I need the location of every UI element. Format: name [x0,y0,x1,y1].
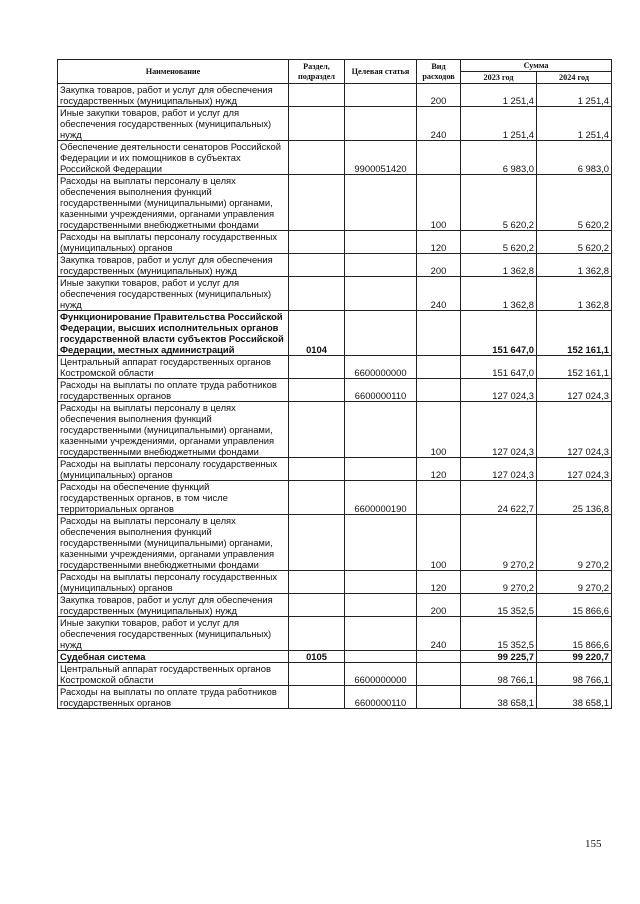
row-target [345,84,417,107]
header-name: Наименование [58,60,289,84]
row-section [289,594,345,617]
table-header [58,60,612,84]
row-target [345,594,417,617]
row-name: Закупка товаров, работ и услуг для обеспечения государственных (муниципальных) нужд [58,254,289,277]
row-section [289,356,345,379]
row-target [345,311,417,356]
row-sum-2024: 15 866,6 [537,594,612,617]
row-expense-type: 200 [417,594,461,617]
row-target: 6600000190 [345,481,417,515]
row-section [289,141,345,175]
row-expense-type [417,663,461,686]
row-sum-2024: 127 024,3 [537,402,612,458]
table-row [58,379,612,402]
row-expense-type: 100 [417,515,461,571]
table-row [58,594,612,617]
row-sum-2023: 1 251,4 [461,84,537,107]
row-sum-2024: 152 161,1 [537,311,612,356]
row-expense-type [417,379,461,402]
row-sum-2023: 127 024,3 [461,402,537,458]
row-section [289,277,345,311]
row-expense-type: 100 [417,175,461,231]
row-sum-2024: 1 362,8 [537,277,612,311]
row-sum-2023: 127 024,3 [461,379,537,402]
table-row [58,651,612,663]
row-target [345,571,417,594]
row-target [345,277,417,311]
row-target [345,617,417,651]
row-sum-2024: 98 766,1 [537,663,612,686]
table-row [58,571,612,594]
row-name: Обеспечение деятельности сенаторов Российской Федерации и их помощников в субъектах Российской Федерации [58,141,289,175]
row-sum-2023: 38 658,1 [461,686,537,709]
row-sum-2024: 1 251,4 [537,107,612,141]
row-sum-2024: 9 270,2 [537,571,612,594]
table-row [58,141,612,175]
row-target [345,515,417,571]
row-name: Иные закупки товаров, работ и услуг для обеспечения государственных (муниципальных) нужд [58,617,289,651]
row-name: Расходы на обеспечение функций государственных органов, в том числе территориальных органов [58,481,289,515]
row-sum-2023: 127 024,3 [461,458,537,481]
row-sum-2023: 151 647,0 [461,356,537,379]
row-sum-2024: 99 220,7 [537,651,612,663]
row-expense-type: 200 [417,254,461,277]
table-row [58,277,612,311]
row-name: Расходы на выплаты персоналу государственных (муниципальных) органов [58,458,289,481]
row-sum-2024: 15 866,6 [537,617,612,651]
row-name: Расходы на выплаты персоналу в целях обеспечения выполнения функций государственными (муниципальными) органами, казенными учреждениями, органами управления государственными внебюджетными фондами [58,402,289,458]
table-row [58,254,612,277]
row-section [289,175,345,231]
row-sum-2023: 9 270,2 [461,515,537,571]
row-sum-2024: 5 620,2 [537,175,612,231]
row-section [289,107,345,141]
row-sum-2024: 9 270,2 [537,515,612,571]
row-name: Центральный аппарат государственных органов Костромской области [58,356,289,379]
row-name: Расходы на выплаты персоналу государственных (муниципальных) органов [58,571,289,594]
row-sum-2024: 127 024,3 [537,379,612,402]
row-sum-2023: 98 766,1 [461,663,537,686]
row-name: Иные закупки товаров, работ и услуг для обеспечения государственных (муниципальных) нужд [58,277,289,311]
row-sum-2024: 5 620,2 [537,231,612,254]
row-section: 0105 [289,651,345,663]
row-name: Расходы на выплаты персоналу государственных (муниципальных) органов [58,231,289,254]
row-expense-type [417,311,461,356]
header-year-2024: 2024 год [537,72,612,84]
row-target: 9900051420 [345,141,417,175]
row-sum-2023: 99 225,7 [461,651,537,663]
row-expense-type [417,141,461,175]
table-row [58,231,612,254]
row-section [289,481,345,515]
table-row [58,663,612,686]
row-section [289,402,345,458]
row-sum-2023: 151 647,0 [461,311,537,356]
row-sum-2023: 1 251,4 [461,107,537,141]
row-sum-2024: 38 658,1 [537,686,612,709]
row-target [345,651,417,663]
row-expense-type [417,686,461,709]
header-sum: Сумма [461,60,612,72]
row-name: Центральный аппарат государственных органов Костромской области [58,663,289,686]
row-target [345,231,417,254]
header-year-2023: 2023 год [461,72,537,84]
row-section [289,84,345,107]
row-section: 0104 [289,311,345,356]
header-section: Раздел, подраздел [289,60,345,84]
row-target: 6600000110 [345,686,417,709]
row-name: Закупка товаров, работ и услуг для обеспечения государственных (муниципальных) нужд [58,84,289,107]
row-expense-type [417,356,461,379]
table-row [58,356,612,379]
row-sum-2023: 6 983,0 [461,141,537,175]
row-section [289,571,345,594]
row-expense-type [417,651,461,663]
table-body [58,84,612,709]
row-section [289,686,345,709]
table-row [58,175,612,231]
row-section [289,515,345,571]
row-name: Судебная система [58,651,289,663]
page-number: 155 [585,838,602,850]
row-target: 6600000000 [345,663,417,686]
row-expense-type: 200 [417,84,461,107]
row-sum-2023: 1 362,8 [461,277,537,311]
row-sum-2024: 25 136,8 [537,481,612,515]
row-expense-type: 240 [417,277,461,311]
row-target [345,402,417,458]
table-row [58,686,612,709]
header-target: Целевая статья [345,60,417,84]
row-target: 6600000110 [345,379,417,402]
row-section [289,231,345,254]
row-name: Расходы на выплаты персоналу в целях обеспечения выполнения функций государственными (муниципальными) органами, казенными учреждениями, органами управления государственными внебюджетными фондами [58,515,289,571]
row-name: Расходы на выплаты по оплате труда работников государственных органов [58,686,289,709]
header-expense-type: Вид расходов [417,60,461,84]
row-expense-type: 240 [417,107,461,141]
table-row [58,402,612,458]
row-expense-type [417,481,461,515]
row-target [345,175,417,231]
row-name: Расходы на выплаты по оплате труда работников государственных органов [58,379,289,402]
row-target [345,458,417,481]
row-section [289,617,345,651]
row-sum-2023: 24 622,7 [461,481,537,515]
row-sum-2023: 1 362,8 [461,254,537,277]
row-sum-2024: 127 024,3 [537,458,612,481]
row-section [289,663,345,686]
row-target: 6600000000 [345,356,417,379]
row-sum-2024: 152 161,1 [537,356,612,379]
row-name: Иные закупки товаров, работ и услуг для обеспечения государственных (муниципальных) нужд [58,107,289,141]
row-expense-type: 240 [417,617,461,651]
table-row [58,458,612,481]
table-row [58,107,612,141]
row-expense-type: 120 [417,231,461,254]
row-expense-type: 120 [417,571,461,594]
table-row [58,481,612,515]
row-name: Функционирование Правительства Российской Федерации, высших исполнительных органов государственной власти субъектов Российской Федерации, местных администраций [58,311,289,356]
row-sum-2024: 1 362,8 [537,254,612,277]
table-row [58,84,612,107]
row-sum-2024: 6 983,0 [537,141,612,175]
budget-table [57,59,612,709]
row-sum-2024: 1 251,4 [537,84,612,107]
table-row [58,515,612,571]
row-section [289,458,345,481]
row-sum-2023: 5 620,2 [461,175,537,231]
table-row [58,311,612,356]
row-target [345,107,417,141]
row-target [345,254,417,277]
row-expense-type: 100 [417,402,461,458]
row-sum-2023: 5 620,2 [461,231,537,254]
row-sum-2023: 9 270,2 [461,571,537,594]
row-name: Расходы на выплаты персоналу в целях обеспечения выполнения функций государственными (муниципальными) органами, казенными учреждениями, органами управления государственными внебюджетными фондами [58,175,289,231]
row-name: Закупка товаров, работ и услуг для обеспечения государственных (муниципальных) нужд [58,594,289,617]
table-row [58,617,612,651]
row-sum-2023: 15 352,5 [461,617,537,651]
row-section [289,379,345,402]
row-sum-2023: 15 352,5 [461,594,537,617]
row-section [289,254,345,277]
row-expense-type: 120 [417,458,461,481]
